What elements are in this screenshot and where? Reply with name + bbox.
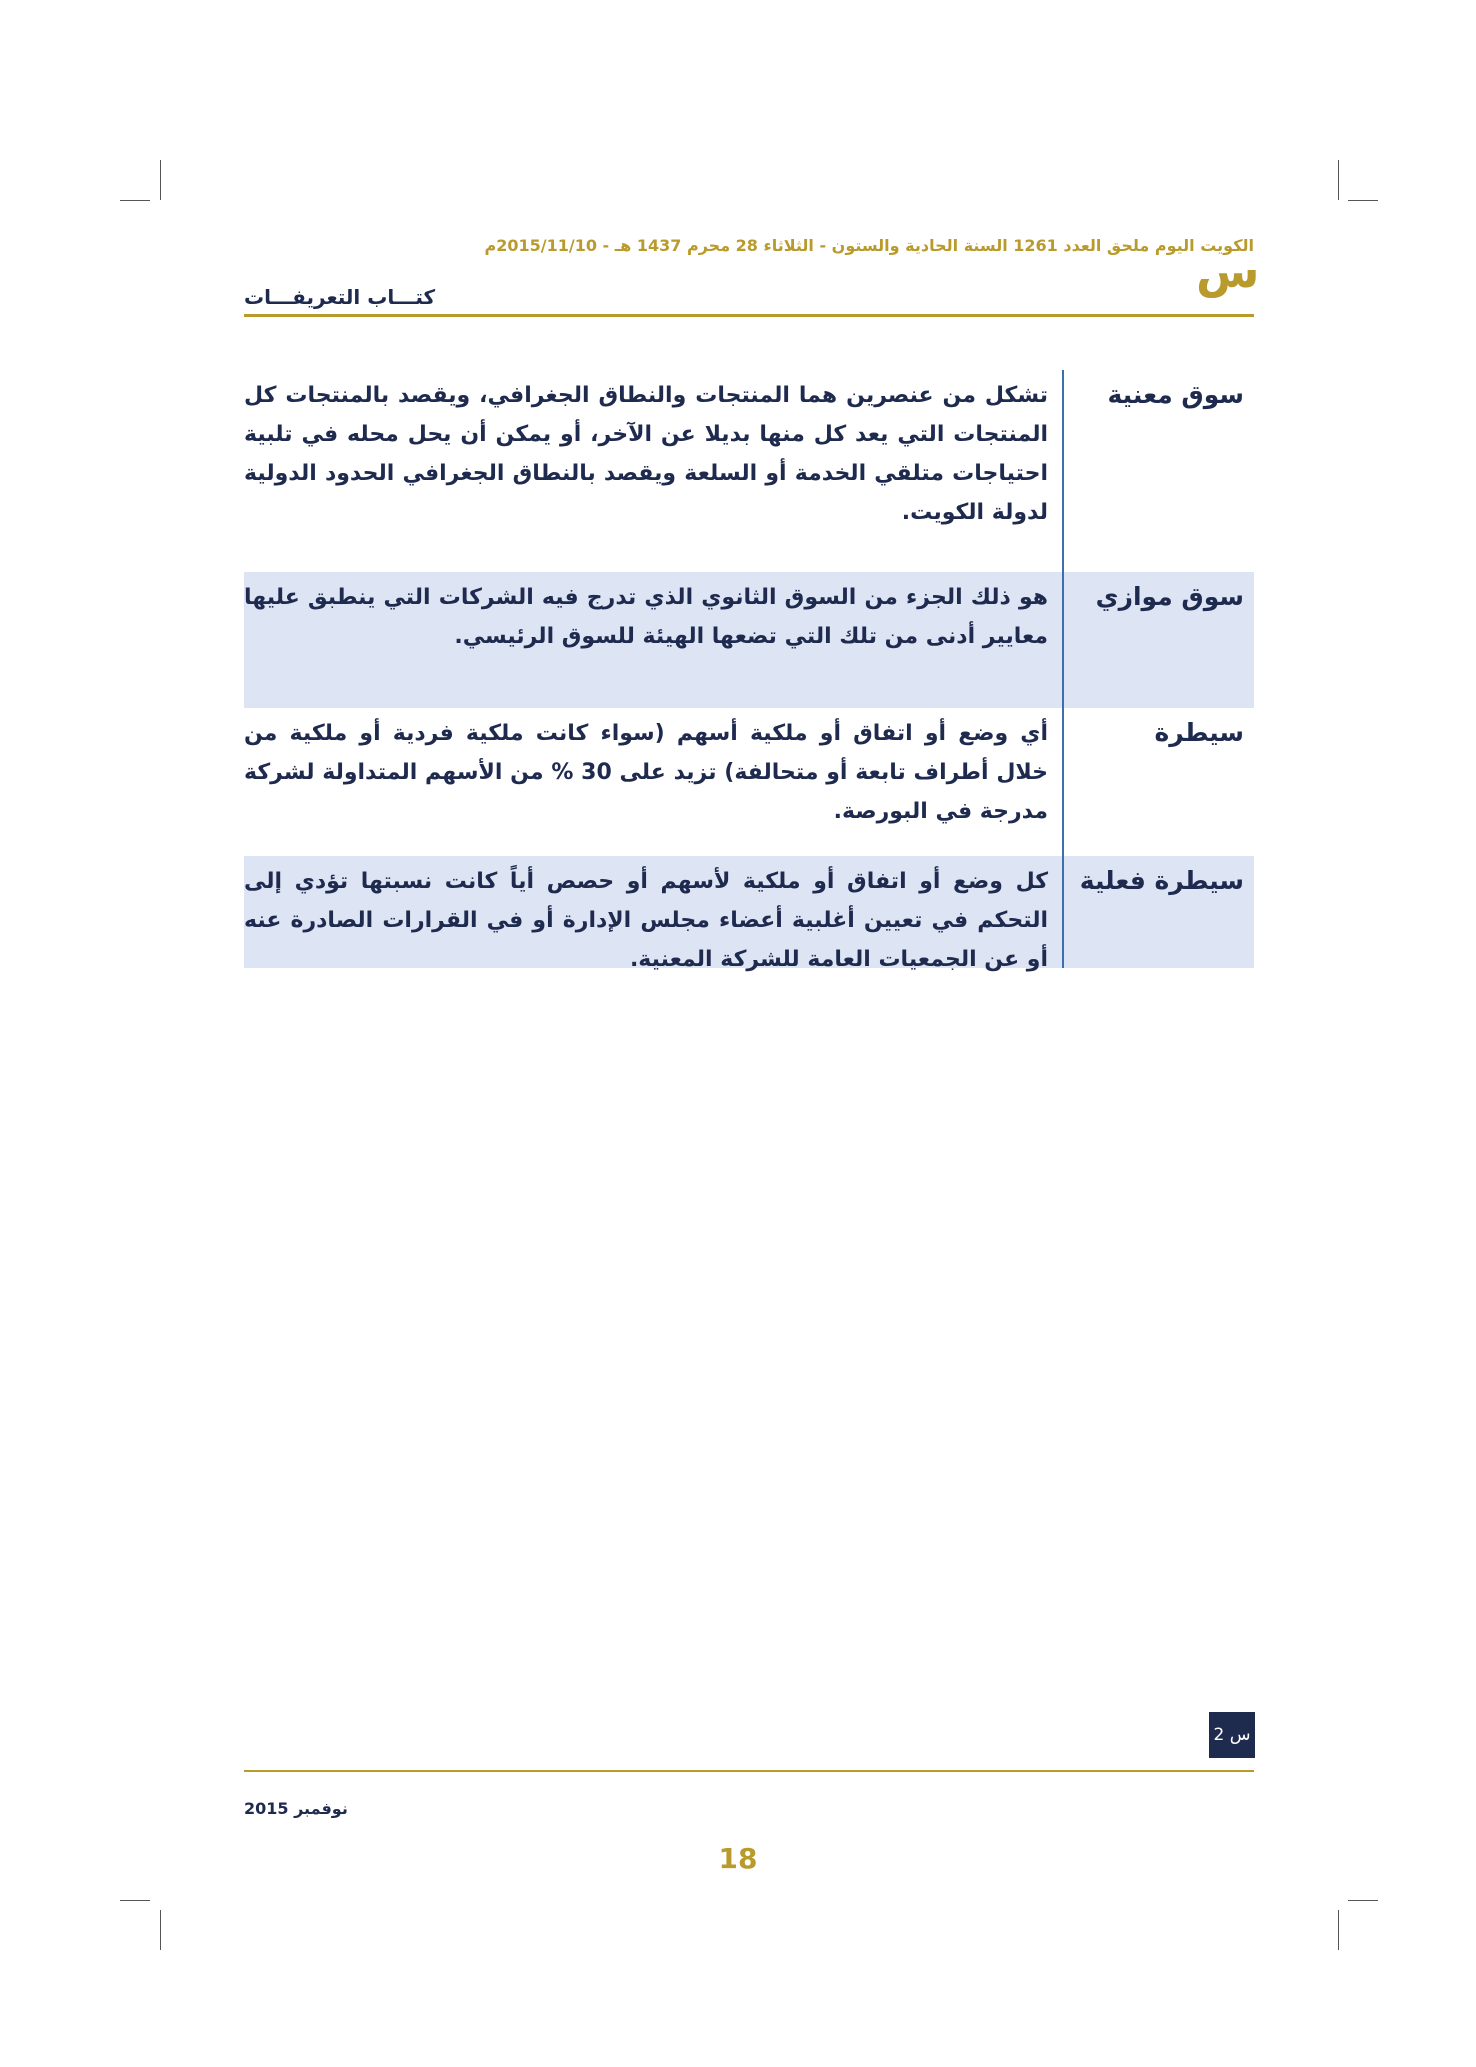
definition-term: سوق معنية [1107,380,1244,409]
footer-rule [244,1770,1254,1772]
definition-text: أي وضع أو اتفاق أو ملكية أسهم (سواء كانت ملكية فردية أو ملكية من خلال أطراف تابعة أو متحالفة) تزيد على 30 % من الأسهم المتداولة لشركة مدرجة في البورصة. [244,708,1064,848]
gazette-header: الكويت اليوم ملحق العدد 1261 السنة الحادية والستون - الثلاثاء 28 محرم 1437 هـ - 2015/11/10م [484,236,1254,255]
definition-row [244,370,1254,570]
crop-mark [120,200,150,201]
crop-mark [1338,160,1339,200]
crop-mark [160,160,161,200]
book-title: كتـــاب التعريفـــات [244,285,436,309]
section-letter: س [1196,244,1260,298]
definition-row [244,572,1254,708]
crop-mark [1348,1900,1378,1901]
definition-text: كل وضع أو اتفاق أو ملكية لأسهم أو حصص أياً كانت نسبتها تؤدي إلى التحكم في تعيين أغلبية أعضاء مجلس الإدارة أو في القرارات الصادرة عنه أو عن الجمعيات العامة للشركة المعنية. [244,856,1064,968]
definition-row [244,708,1254,848]
definition-text: هو ذلك الجزء من السوق الثانوي الذي تدرج فيه الشركات التي ينطبق عليها معايير أدنى من تلك التي تضعها الهيئة للسوق الرئيسي. [244,572,1064,708]
definition-term: سيطرة فعلية [1079,866,1244,895]
crop-mark [1338,1910,1339,1950]
definition-row [244,848,1254,856]
definitions-table-2 [244,572,1254,972]
definition-row [244,856,1254,972]
definition-term: سوق موازي [1095,582,1244,611]
definition-term: سيطرة [1154,718,1244,747]
crop-mark [1348,200,1378,201]
header-rule [244,314,1254,317]
crop-mark [160,1910,161,1950]
footer-date: نوفمبر 2015 [244,1799,348,1818]
crop-mark [120,1900,150,1901]
definition-spacer [244,848,1064,856]
page-number: 18 [718,1842,758,1875]
definition-text: تشكل من عنصرين هما المنتجات والنطاق الجغرافي، ويقصد بالمنتجات كل المنتجات التي يعد كل منها بديلا عن الآخر، أو يمكن أن يحل محله في تلبية احتياجات متلقي الخدمة أو السلعة ويقصد بالنطاق الجغرافي الحدود الدولية لدولة الكويت. [244,370,1064,570]
page-badge: س 2 [1209,1712,1255,1758]
